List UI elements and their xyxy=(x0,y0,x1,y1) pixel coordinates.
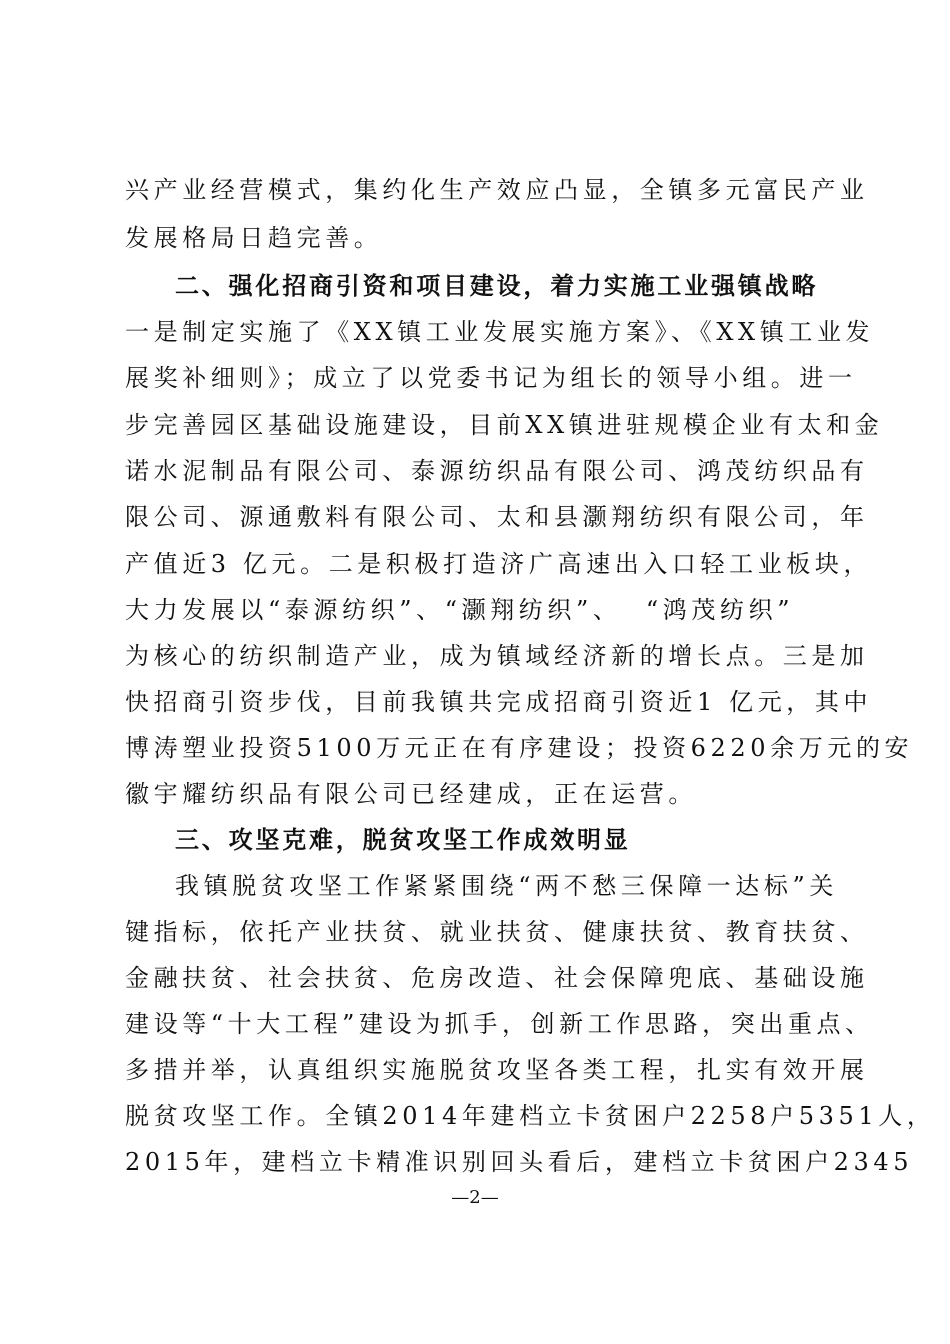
body-text-line: 一是制定实施了《XX镇工业发展实施方案》、《XX镇工业发 xyxy=(125,318,875,346)
body-text-line: 诺水泥制品有限公司、泰源纺织品有限公司、鸿茂纺织品有 xyxy=(125,457,869,485)
body-text-line: 展奖补细则》；成立了以党委书记为组长的领导小组。进一 xyxy=(125,364,857,392)
body-text-line: 建设等“十大工程”建设为抓手，创新工作思路，突出重点、 xyxy=(125,1010,874,1038)
body-text-line: 键指标，依托产业扶贫、就业扶贫、健康扶贫、教育扶贫、 xyxy=(125,918,869,946)
body-text-line: 快招商引资步伐，目前我镇共完成招商引资近1 亿元，其中 xyxy=(125,688,873,716)
body-text-line: 金融扶贫、社会扶贫、危房改造、社会保障兜底、基础设施 xyxy=(125,964,869,992)
body-text-line: 兴产业经营模式，集约化生产效应凸显，全镇多元富民产业 xyxy=(125,176,869,204)
body-text-line: 多措并举，认真组织实施脱贫攻坚各类工程，扎实有效开展 xyxy=(125,1056,869,1084)
body-text-line: 步完善园区基础设施建设，目前XX镇进驻规模企业有太和金 xyxy=(125,411,884,439)
body-text-line: 脱贫攻坚工作。全镇2014年建档立卡贫困户2258户5351人， xyxy=(125,1102,936,1130)
section-heading-2: 二、强化招商引资和项目建设，着力实施工业强镇战略 xyxy=(175,272,819,300)
page-number: —2— xyxy=(451,1187,499,1208)
body-text-line: 博涛塑业投资5100万元正在有序建设；投资6220余万元的安 xyxy=(125,734,914,762)
body-text-line: 大力发展以“泰源纺织”、“灏翔纺织”、 “鸿茂纺织” xyxy=(125,596,795,624)
body-text-line: 为核心的纺织制造产业，成为镇域经济新的增长点。三是加 xyxy=(125,642,869,670)
body-text-line: 2015年，建档立卡精准识别回头看后，建档立卡贫困户2345 xyxy=(125,1148,914,1176)
body-text-line: 徽宇耀纺织品有限公司已经建成，正在运营。 xyxy=(125,780,697,808)
body-text-line: 我镇脱贫攻坚工作紧紧围绕“两不愁三保障一达标”关 xyxy=(175,872,838,900)
body-text-line: 发展格局日趋完善。 xyxy=(125,224,383,252)
body-text-line: 限公司、源通敷料有限公司、太和县灏翔纺织有限公司，年 xyxy=(125,503,869,531)
body-text-line: 产值近3 亿元。二是积极打造济广高速出入口轻工业板块， xyxy=(125,550,873,578)
section-heading-3: 三、攻坚克难，脱贫攻坚工作成效明显 xyxy=(175,826,631,854)
